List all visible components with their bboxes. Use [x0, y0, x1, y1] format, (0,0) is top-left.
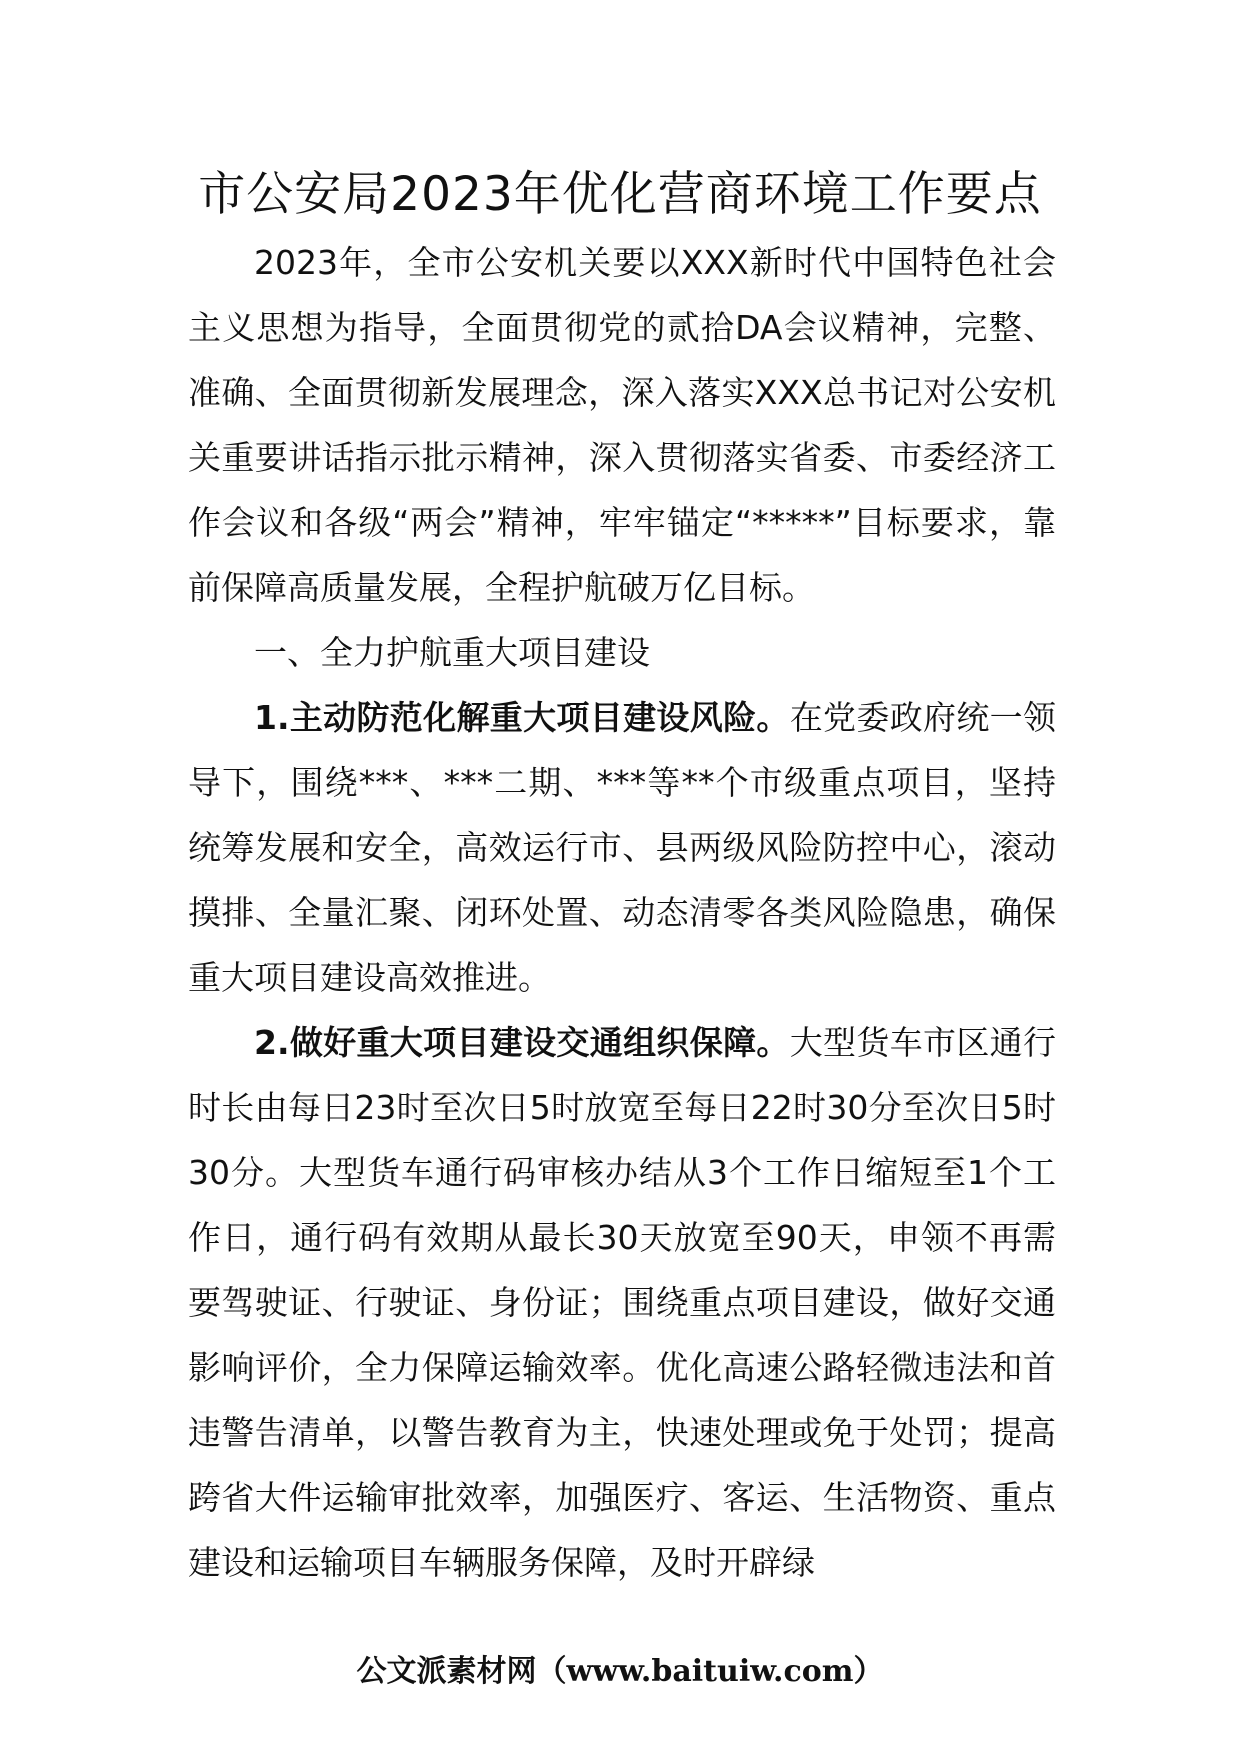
item-2-lead: 2.做好重大项目建设交通组织保障。: [254, 1023, 790, 1062]
item-2-text: 大型货车市区通行时长由每日23时至次日5时放宽至每日22时30分至次日5时30分。大型货车通行码审核办结从3个工作日缩短至1个工作日，通行码有效期从最长30天放宽至90天，申领不再需要驾驶证、行驶证、身份证；围绕重点项目建设，做好交通影响评价，全力保障运输效率。优化高速公路轻微违法和首违警告清单，以警告教育为主，快速处理或免于处罚；提高跨省大件运输审批效率，加强医疗、客运、生活物资、重点建设和运输项目车辆服务保障，及时开辟绿: [188, 1023, 1057, 1582]
intro-paragraph: 2023年，全市公安机关要以XXX新时代中国特色社会主义思想为指导，全面贯彻党的贰拾DA会议精神，完整、准确、全面贯彻新发展理念，深入落实XXX总书记对公安机关重要讲话指示批示精神，深入贯彻落实省委、市委经济工作会议和各级“两会”精神，牢牢锚定“*****”目标要求，靠前保障高质量发展，全程护航破万亿目标。: [188, 243, 1056, 607]
item-1-paragraph: [188, 685, 1056, 1010]
document-title: 市公安局2023年优化营商环境工作要点: [198, 167, 1042, 222]
source-watermark: 公文派素材网（www.baituiw.com）: [356, 1654, 884, 1689]
item-1-lead: 1.主动防范化解重大项目建设风险。: [254, 698, 790, 737]
section-heading: 一、全力护航重大项目建设: [254, 633, 650, 672]
item-2-paragraph: [188, 1010, 1056, 1595]
document-body: [188, 230, 1056, 1595]
item-1-text: 在党委政府统一领导下，围绕***、***二期、***等**个市级重点项目，坚持统筹发展和安全，高效运行市、县两级风险防控中心，滚动摸排、全量汇聚、闭环处置、动态清零各类风险隐患，确保重大项目建设高效推进。: [188, 698, 1057, 997]
